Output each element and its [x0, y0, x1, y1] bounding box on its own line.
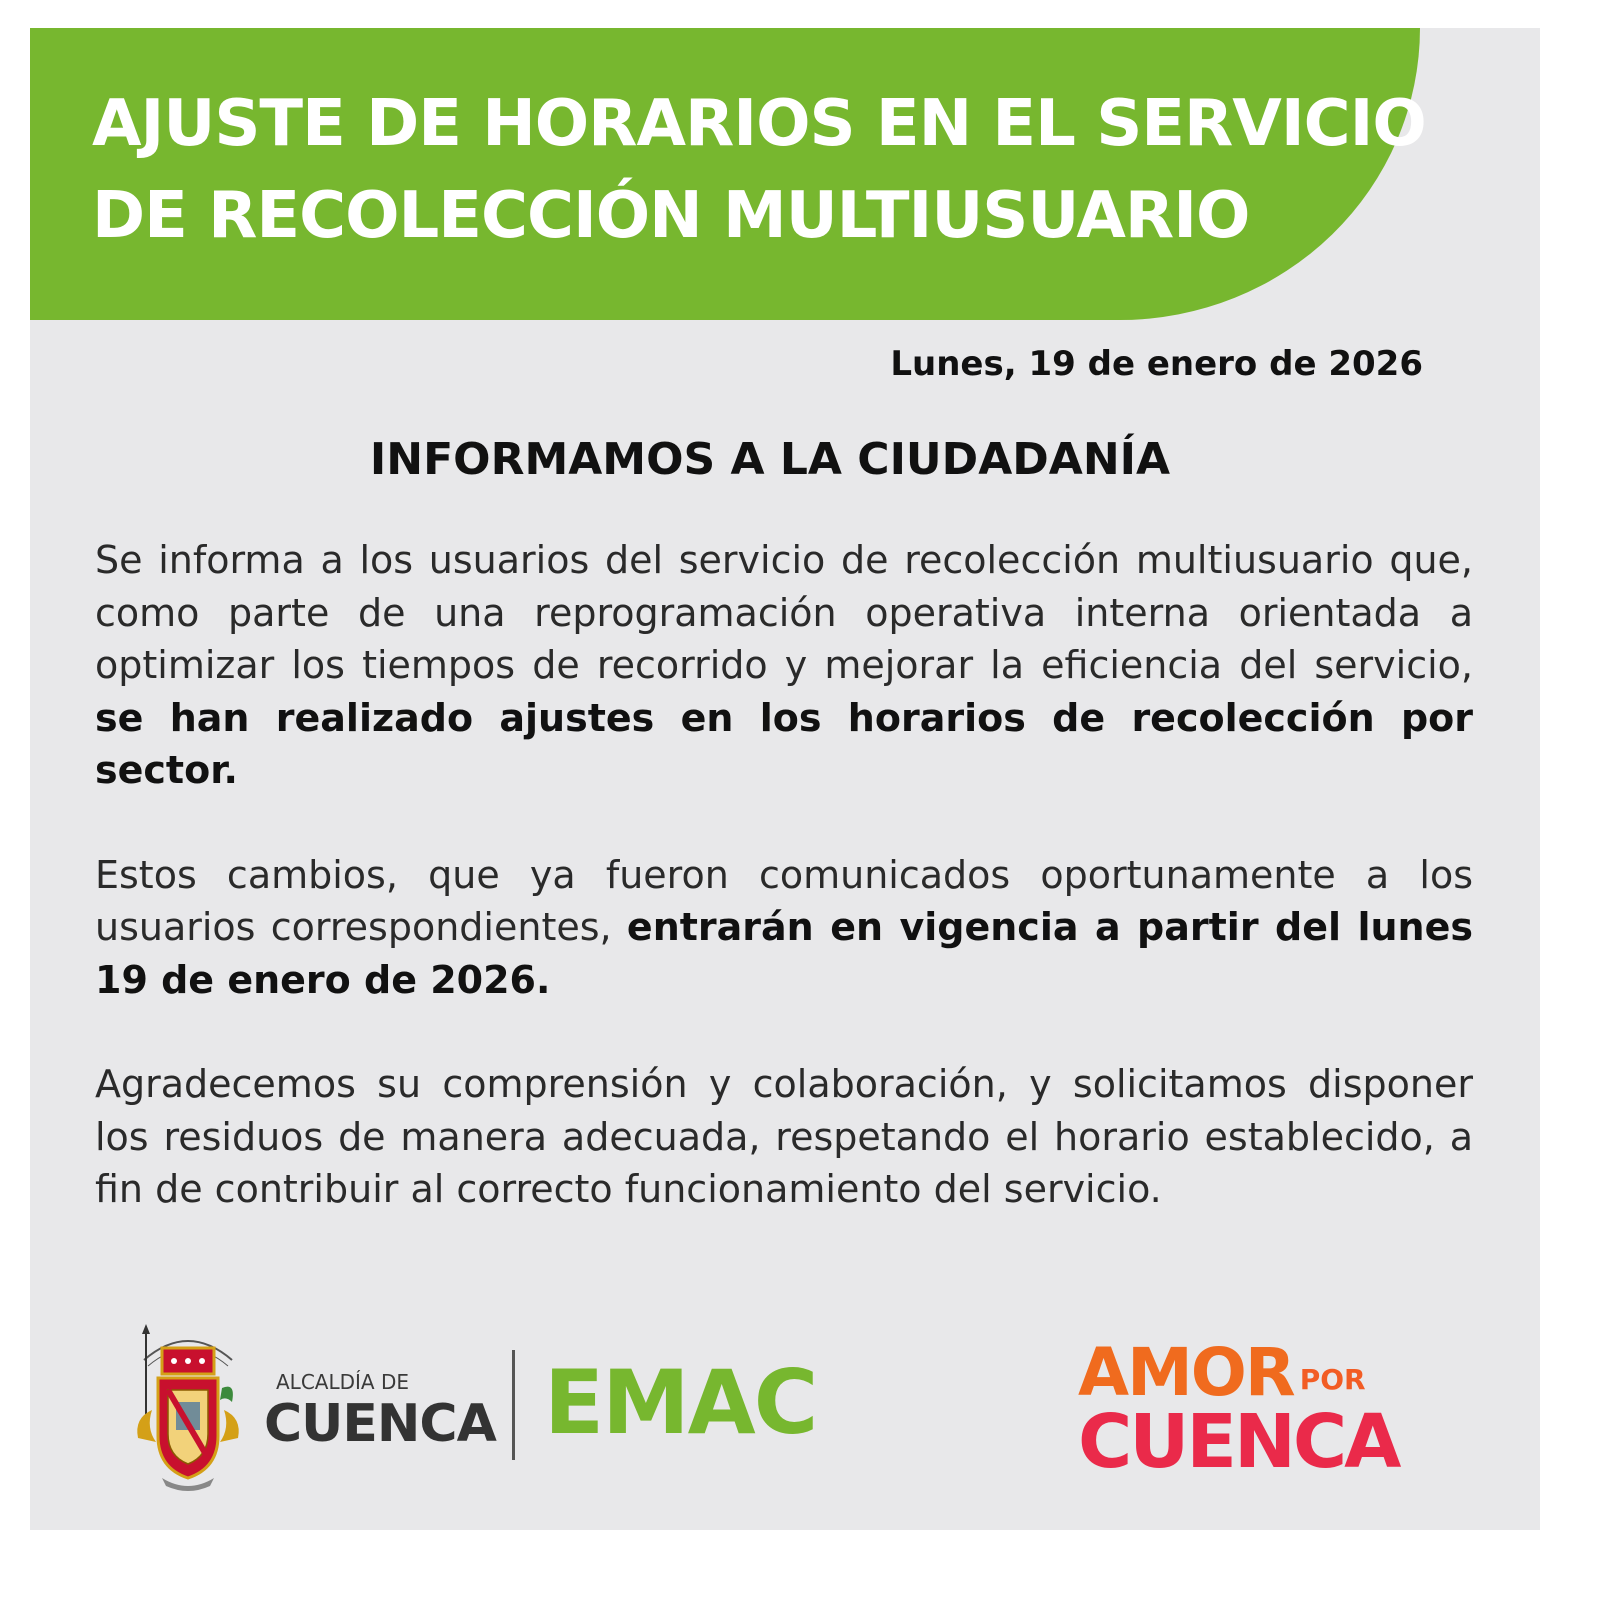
por-word: POR: [1299, 1363, 1366, 1396]
logo-divider: [512, 1350, 515, 1460]
cuenca-coat-of-arms-icon: [132, 1318, 244, 1494]
paragraph-1: [95, 534, 1473, 797]
emac-logo: EMAC: [544, 1351, 817, 1454]
amor-word: AMOR: [1078, 1334, 1294, 1411]
paragraph-2: [95, 849, 1473, 1007]
notice-body: [95, 534, 1473, 1216]
title-line-2: DE RECOLECCIÓN MULTIUSUARIO: [92, 179, 1250, 253]
paragraph-1-regular: Se informa a los usuarios del servicio de recolección multiusuario que, como parte de una reprogramación operativa interna orientada a optimizar los tiempos de recorrido y mejorar la eficiencia del servicio,: [95, 538, 1473, 687]
paragraph-2-regular: Estos cambios, que ya fueron comunicados oportunamente a los usuarios correspondientes,: [95, 852, 1473, 949]
alcaldia-label: ALCALDÍA DE: [276, 1370, 409, 1394]
header-banner: [30, 28, 1426, 320]
notice-subtitle: INFORMAMOS A LA CIUDADANÍA: [369, 434, 1171, 485]
paragraph-3: [95, 1058, 1473, 1216]
amor-por-cuenca-logo: [1078, 1334, 1366, 1411]
footer-logos: [0, 1310, 1599, 1510]
title-line-1: AJUSTE DE HORARIOS EN EL SERVICIO: [92, 87, 1426, 161]
paragraph-1-bold: se han realizado ajustes en los horarios de recolección por sector.: [95, 695, 1473, 792]
paragraph-3-regular: Agradecemos su comprensión y colaboración, y solicitamos disponer los residuos de manera adecuada, respetando el horario establecido, a fin de contribuir al correcto funcionamiento del servicio.: [95, 1062, 1473, 1211]
cuenca-campaign-word: CUENCA: [1078, 1399, 1399, 1485]
cuenca-logo-text: CUENCA: [264, 1394, 496, 1454]
paragraph-2-bold: entrarán en vigencia a partir del lunes 19 de enero de 2026.: [95, 905, 1473, 1002]
page-title: [92, 78, 1426, 262]
notice-date: Lunes, 19 de enero de 2026: [890, 344, 1423, 384]
